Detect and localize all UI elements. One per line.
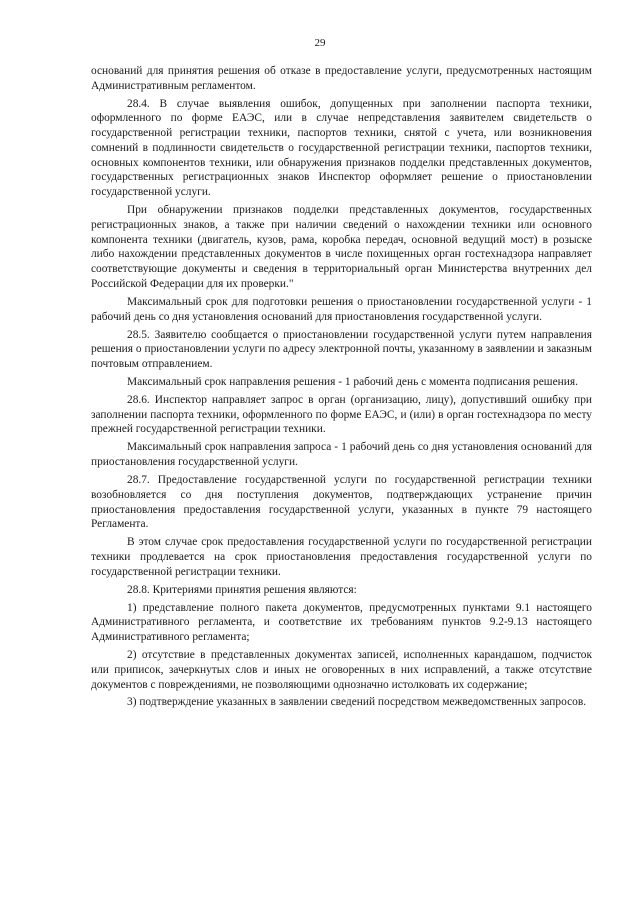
criteria-item-3: 3) подтверждение указанных в заявлении сведений посредством межведомственных запросов.	[127, 696, 587, 709]
paragraph-decision-deadline: Максимальный срок направления решения - 1 рабочий день с момента подписания решения.	[127, 375, 578, 388]
paragraph-28-6: 28.6. Инспектор направляет запрос в орган (организацию, лицу), допустивший ошибку при заполнении паспорта техники, оформленного по форме ЕАЭС, и (или) в орган гостехнадзора по месту прежней государственной регистрации техники.	[91, 393, 592, 436]
paragraph-28-5: 28.5. Заявителю сообщается о приостановлении государственной услуги путем направления решения о приостановлении услуги по адресу электронной почты, указанному в заявлении и заказным почтовым отправлением.	[91, 328, 592, 370]
paragraph-continuation: оснований для принятия решения об отказе в предоставление услуги, предусмотренных настоящим Административным регламентом.	[91, 65, 592, 92]
paragraph-forgery-detection: При обнаружении признаков подделки представленных документов, государственных регистрационных знаков, а также при наличии сведений о нахождении техники или основного компонента техники (двигатель, кузов, рама, коробка передач, основной ведущий мост) в розыске либо нахождении представленных документов в числе похищенных орган гостехнадзора направляет соответствующие документы и сведения в территориальный орган Министерства внутренних дел Российской Федерации для их проверки."	[91, 204, 592, 290]
paragraph-suspension-deadline: Максимальный срок для подготовки решения о приостановлении государственной услуги - 1 рабочий день со дня установления оснований для приостановления государственной услуги.	[91, 295, 592, 323]
paragraph-term-extension: В этом случае срок предоставления государственной услуги по государственной регистрации техники продлевается на срок приостановления предоставления государственной услуги по государственной регистрации техники.	[91, 536, 592, 578]
paragraph-28-7: 28.7. Предоставление государственной услуги по государственной регистрации техники возобновляется со дня поступления документов, подтверждающих устранение причин приостановления предоставления государственной услуги, указанных в пункте 79 настоящего Регламента.	[91, 474, 592, 531]
document-body	[91, 64, 592, 713]
paragraph-28-4: 28.4. В случае выявления ошибок, допущенных при заполнении паспорта техники, оформленного по форме ЕАЭС, или в случае непредставления заявителем свидетельств о государственной регистрации техники, паспортов техники, снятой с учета, или возникновения сомнений в подлинности свидетельств о государственной регистрации техники, паспортов техники, основных компонентов техники, или обнаружения признаков подделки представленных документов, государственных регистрационных знаков Инспектор оформляет решение о приостановлении государственной услуги.	[91, 97, 592, 199]
paragraph-28-8: 28.8. Критериями принятия решения являются:	[127, 583, 357, 596]
page-number: 29	[314, 37, 326, 49]
paragraph-request-deadline: Максимальный срок направления запроса - 1 рабочий день со дня установления оснований для приостановления государственной услуги.	[91, 441, 592, 469]
criteria-item-1: 1) представление полного пакета документов, предусмотренных пунктами 9.1 настоящего Административного регламента, и соответствие их требованиям пунктов 9.2-9.13 настоящего Административного регламента;	[91, 601, 592, 644]
criteria-item-2: 2) отсутствие в представленных документах записей, исполненных карандашом, подчисток или приписок, зачеркнутых слов и иных не оговоренных в них исправлений, а также отсутствие документов с повреждениями, не позволяющими однозначно истолковать их содержание;	[91, 649, 592, 691]
